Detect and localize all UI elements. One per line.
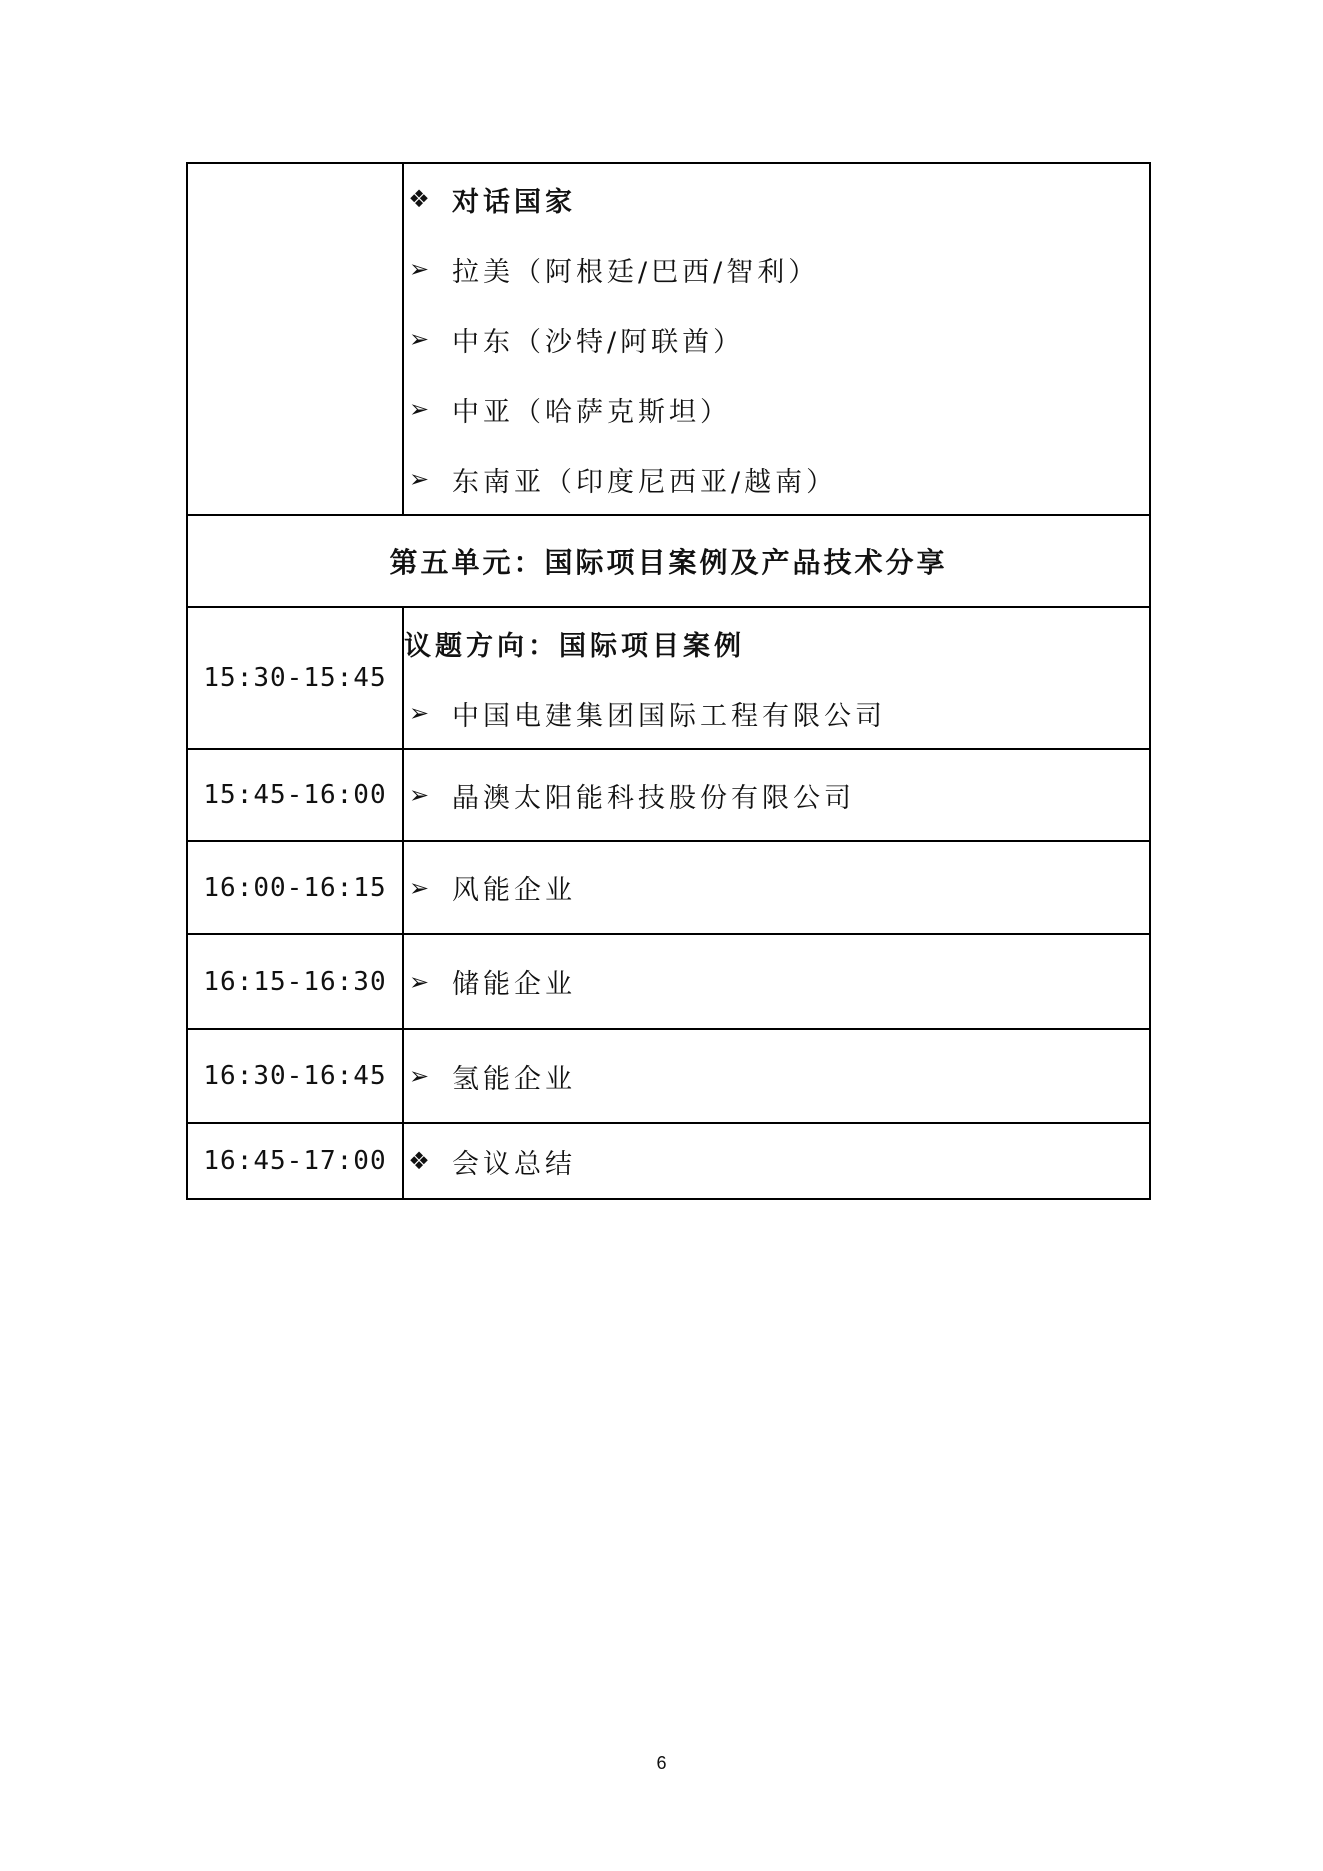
country-item-text: 东南亚（印度尼西亚/越南） — [452, 466, 838, 498]
country-item-text: 中亚（哈萨克斯坦） — [452, 396, 731, 428]
page-number: 6 — [656, 1753, 667, 1773]
schedule-row — [187, 841, 1150, 934]
time-cell: 16:15-16:30 — [187, 934, 403, 1029]
schedule-content-cell — [403, 749, 1150, 841]
time-cell: 16:30-16:45 — [187, 1029, 403, 1123]
schedule-item — [404, 1057, 1149, 1096]
country-item — [404, 304, 1149, 374]
countries-row — [187, 163, 1150, 515]
countries-heading-text: 对话国家 — [452, 186, 576, 218]
schedule-row — [187, 749, 1150, 841]
agenda-table — [186, 162, 1151, 1200]
schedule-item-text: 晶澳太阳能科技股份有限公司 — [452, 782, 855, 814]
schedule-row — [187, 607, 1150, 749]
schedule-row — [187, 1123, 1150, 1199]
schedule-content-cell — [403, 841, 1150, 934]
schedule-content-cell — [403, 1029, 1150, 1123]
schedule-item — [404, 678, 1149, 748]
time-cell: 16:45-17:00 — [187, 1123, 403, 1199]
schedule-item — [404, 776, 1149, 815]
schedule-item-text: 风能企业 — [452, 875, 576, 906]
time-cell: 15:30-15:45 — [187, 607, 403, 749]
schedule-content-cell — [403, 607, 1150, 749]
arrow-bullet-icon: ➢ — [408, 873, 430, 902]
schedule-content-cell — [403, 1123, 1150, 1199]
arrow-bullet-icon: ➢ — [408, 781, 430, 809]
section-title: 第五单元：国际项目案例及产品技术分享 — [187, 515, 1150, 607]
country-item-text: 拉美（阿根廷/巴西/智利） — [452, 256, 820, 288]
arrow-bullet-icon: ➢ — [408, 325, 430, 353]
topic-heading-text: 议题方向：国际项目案例 — [404, 630, 745, 662]
schedule-item-text: 储能企业 — [452, 969, 576, 1000]
schedule-item-text: 中国电建集团国际工程有限公司 — [452, 700, 886, 732]
country-item — [404, 374, 1149, 444]
topic-heading — [404, 608, 1149, 678]
arrow-bullet-icon: ➢ — [408, 255, 430, 283]
time-cell: 15:45-16:00 — [187, 749, 403, 841]
arrow-bullet-icon: ➢ — [408, 967, 430, 996]
schedule-item — [404, 868, 1149, 907]
schedule-content-cell — [403, 934, 1150, 1029]
arrow-bullet-icon: ➢ — [408, 465, 430, 493]
arrow-bullet-icon: ➢ — [408, 395, 430, 423]
schedule-item-text: 氢能企业 — [452, 1063, 576, 1095]
countries-heading — [404, 164, 1149, 234]
country-item-text: 中东（沙特/阿联酋） — [452, 326, 745, 358]
schedule-row — [187, 934, 1150, 1029]
country-item — [404, 444, 1149, 514]
section-row — [187, 515, 1150, 607]
diamond-bullet-icon: ❖ — [408, 185, 430, 213]
schedule-row — [187, 1029, 1150, 1123]
schedule-item-text: 会议总结 — [452, 1148, 576, 1180]
country-item — [404, 234, 1149, 304]
diamond-bullet-icon: ❖ — [408, 1147, 430, 1175]
arrow-bullet-icon: ➢ — [408, 1062, 430, 1090]
arrow-bullet-icon: ➢ — [408, 699, 430, 727]
time-cell: 16:00-16:15 — [187, 841, 403, 934]
schedule-item — [404, 962, 1149, 1001]
countries-cell — [403, 163, 1150, 515]
empty-time-cell — [187, 163, 403, 515]
schedule-item — [404, 1142, 1149, 1181]
